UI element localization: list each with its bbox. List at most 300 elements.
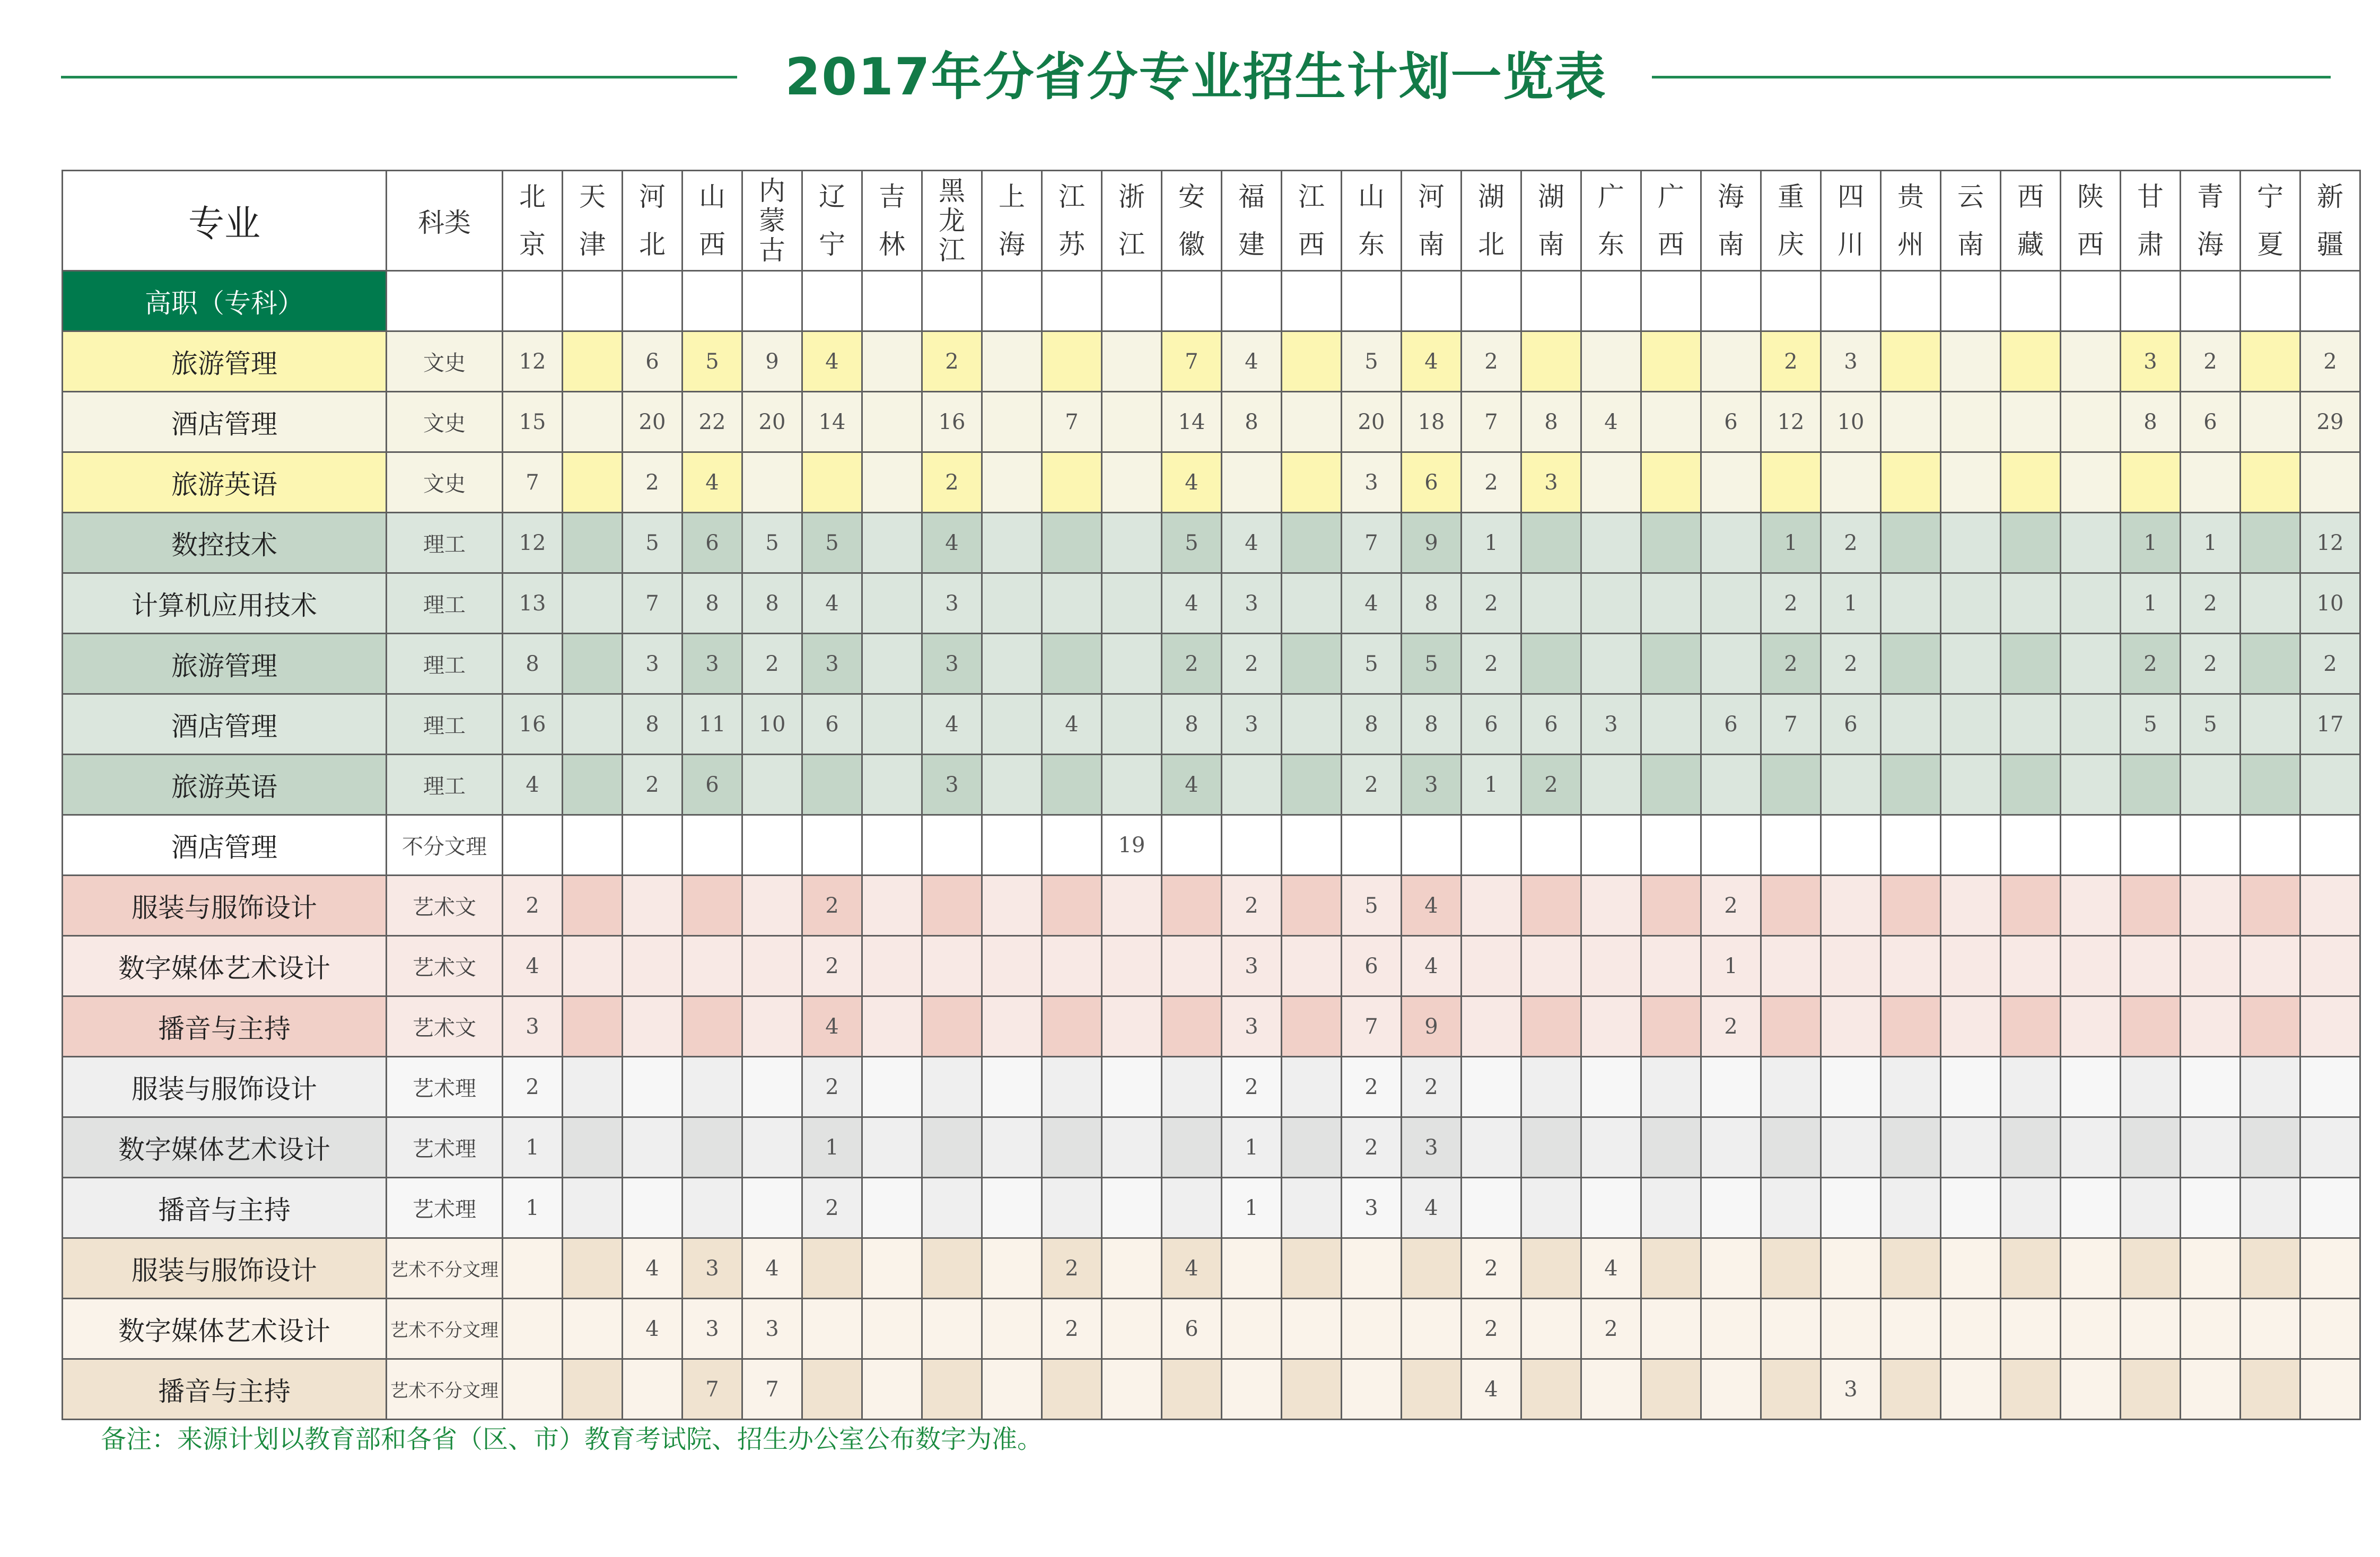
major-cell: 旅游英语 xyxy=(63,755,387,815)
header-province-char: 西 xyxy=(1298,229,1325,260)
value-cell: 4 xyxy=(682,452,742,513)
value-cell: 2 xyxy=(1222,634,1282,694)
value-cell: 1 xyxy=(503,1178,563,1238)
value-cell xyxy=(2061,815,2121,876)
value-cell xyxy=(623,1057,682,1117)
value-cell xyxy=(1402,1238,1462,1299)
value-cell xyxy=(742,1117,802,1178)
header-province-char: 南 xyxy=(1538,229,1564,260)
value-cell: 3 xyxy=(682,634,742,694)
header-province xyxy=(1821,171,1881,271)
value-cell xyxy=(2001,1359,2061,1420)
value-cell xyxy=(2061,755,2121,815)
value-cell xyxy=(922,876,982,936)
section-empty-cell xyxy=(1821,271,1881,331)
value-cell: 2 xyxy=(1342,755,1402,815)
value-cell xyxy=(2300,755,2360,815)
value-cell xyxy=(1761,936,1821,996)
section-empty-cell xyxy=(623,271,682,331)
header-province-char: 夏 xyxy=(2257,229,2283,260)
value-cell xyxy=(1521,815,1581,876)
value-cell xyxy=(1641,936,1701,996)
value-cell: 2 xyxy=(2181,331,2241,392)
value-cell xyxy=(1761,876,1821,936)
table-row xyxy=(63,513,2360,573)
table-row xyxy=(63,1238,2360,1299)
subject-cell: 理工 xyxy=(387,694,503,755)
section-empty-cell xyxy=(563,271,623,331)
value-cell xyxy=(2181,815,2241,876)
value-cell xyxy=(2121,1238,2181,1299)
value-cell: 4 xyxy=(1342,573,1402,634)
value-cell: 7 xyxy=(503,452,563,513)
value-cell xyxy=(1701,1299,1761,1359)
value-cell xyxy=(1941,815,2001,876)
value-cell xyxy=(922,936,982,996)
section-empty-cell xyxy=(1282,271,1342,331)
header-province-char: 陕 xyxy=(2077,181,2104,212)
value-cell: 2 xyxy=(1581,1299,1641,1359)
header-major: 专业 xyxy=(63,171,387,271)
value-cell xyxy=(1282,1238,1342,1299)
value-cell xyxy=(1881,1299,1941,1359)
value-cell xyxy=(1462,815,1521,876)
value-cell: 16 xyxy=(922,392,982,452)
value-cell: 3 xyxy=(682,1238,742,1299)
header-province-char: 东 xyxy=(1358,229,1385,260)
header-province-char: 福 xyxy=(1238,181,1265,212)
value-cell xyxy=(1941,1178,2001,1238)
header-province xyxy=(1941,171,2001,271)
value-cell: 5 xyxy=(2121,694,2181,755)
value-cell: 7 xyxy=(1342,513,1402,573)
value-cell xyxy=(563,513,623,573)
value-cell xyxy=(1701,573,1761,634)
value-cell xyxy=(982,1057,1042,1117)
value-cell: 16 xyxy=(503,694,563,755)
value-cell xyxy=(1821,876,1881,936)
value-cell xyxy=(2181,1299,2241,1359)
value-cell xyxy=(862,815,922,876)
value-cell xyxy=(1641,694,1701,755)
value-cell xyxy=(623,1359,682,1420)
subject-cell: 艺术理 xyxy=(387,1057,503,1117)
value-cell xyxy=(742,755,802,815)
value-cell xyxy=(2241,936,2300,996)
value-cell xyxy=(1941,936,2001,996)
value-cell xyxy=(1282,876,1342,936)
value-cell xyxy=(2241,996,2300,1057)
major-cell: 计算机应用技术 xyxy=(63,573,387,634)
value-cell: 3 xyxy=(922,573,982,634)
header-province xyxy=(982,171,1042,271)
value-cell xyxy=(862,513,922,573)
value-cell xyxy=(1521,634,1581,694)
header-province xyxy=(2121,171,2181,271)
value-cell xyxy=(1881,573,1941,634)
value-cell xyxy=(2241,634,2300,694)
section-empty-cell xyxy=(682,271,742,331)
value-cell xyxy=(2001,513,2061,573)
value-cell: 5 xyxy=(623,513,682,573)
value-cell xyxy=(1641,876,1701,936)
value-cell xyxy=(1701,1359,1761,1420)
value-cell: 7 xyxy=(1462,392,1521,452)
subject-cell: 艺术文 xyxy=(387,876,503,936)
header-province-char: 贵 xyxy=(1897,181,1924,212)
value-cell xyxy=(1462,936,1521,996)
value-cell xyxy=(2300,1299,2360,1359)
value-cell xyxy=(563,1178,623,1238)
value-cell xyxy=(2001,573,2061,634)
value-cell: 5 xyxy=(802,513,862,573)
section-empty-cell xyxy=(1701,271,1761,331)
value-cell xyxy=(1402,815,1462,876)
header-province-char: 西 xyxy=(699,229,725,260)
value-cell xyxy=(1282,1117,1342,1178)
value-cell xyxy=(1881,876,1941,936)
value-cell xyxy=(1881,996,1941,1057)
value-cell xyxy=(2061,331,2121,392)
subject-cell: 不分文理 xyxy=(387,815,503,876)
table-row xyxy=(63,1299,2360,1359)
value-cell: 4 xyxy=(802,331,862,392)
value-cell xyxy=(742,936,802,996)
value-cell xyxy=(1521,1359,1581,1420)
header-province xyxy=(563,171,623,271)
subject-cell: 理工 xyxy=(387,513,503,573)
value-cell: 5 xyxy=(2181,694,2241,755)
value-cell xyxy=(1641,634,1701,694)
value-cell xyxy=(1042,755,1102,815)
header-subject: 科类 xyxy=(387,171,503,271)
value-cell: 14 xyxy=(1162,392,1222,452)
header-province-char: 天 xyxy=(579,181,606,212)
table-row xyxy=(63,936,2360,996)
value-cell xyxy=(1701,1057,1761,1117)
value-cell: 6 xyxy=(1701,694,1761,755)
value-cell xyxy=(862,996,922,1057)
section-empty-cell xyxy=(1102,271,1162,331)
value-cell xyxy=(2300,1057,2360,1117)
value-cell xyxy=(1941,1117,2001,1178)
value-cell xyxy=(1881,755,1941,815)
value-cell: 3 xyxy=(922,634,982,694)
value-cell: 2 xyxy=(1462,1238,1521,1299)
value-cell: 12 xyxy=(1761,392,1821,452)
header-province-char: 建 xyxy=(1238,229,1265,260)
value-cell: 8 xyxy=(1402,573,1462,634)
value-cell xyxy=(862,694,922,755)
table-row xyxy=(63,634,2360,694)
major-cell: 酒店管理 xyxy=(63,694,387,755)
section-empty-cell xyxy=(2001,271,2061,331)
header-province xyxy=(1881,171,1941,271)
section-empty-cell xyxy=(1581,271,1641,331)
header-province xyxy=(862,171,922,271)
value-cell xyxy=(802,1238,862,1299)
major-cell: 播音与主持 xyxy=(63,996,387,1057)
value-cell: 2 xyxy=(503,1057,563,1117)
subject-cell: 艺术理 xyxy=(387,1117,503,1178)
value-cell xyxy=(982,694,1042,755)
header-province-char: 安 xyxy=(1178,181,1205,212)
value-cell xyxy=(1761,1057,1821,1117)
value-cell: 9 xyxy=(742,331,802,392)
value-cell xyxy=(2241,513,2300,573)
value-cell xyxy=(2181,1178,2241,1238)
value-cell xyxy=(563,452,623,513)
value-cell xyxy=(1641,1178,1701,1238)
value-cell xyxy=(1282,1299,1342,1359)
value-cell: 2 xyxy=(802,936,862,996)
value-cell: 5 xyxy=(682,331,742,392)
value-cell xyxy=(1102,936,1162,996)
value-cell: 22 xyxy=(682,392,742,452)
value-cell xyxy=(1102,694,1162,755)
section-subject-cell xyxy=(387,271,503,331)
value-cell xyxy=(1641,1117,1701,1178)
value-cell xyxy=(1102,1178,1162,1238)
value-cell xyxy=(1521,573,1581,634)
value-cell: 2 xyxy=(1761,573,1821,634)
value-cell xyxy=(1162,1178,1222,1238)
header-province xyxy=(503,171,563,271)
major-cell: 数控技术 xyxy=(63,513,387,573)
value-cell xyxy=(1581,452,1641,513)
value-cell xyxy=(1941,634,2001,694)
header-province xyxy=(2061,171,2121,271)
value-cell xyxy=(802,1299,862,1359)
value-cell: 9 xyxy=(1402,513,1462,573)
value-cell xyxy=(1102,452,1162,513)
section-empty-cell xyxy=(2241,271,2300,331)
value-cell xyxy=(1222,815,1282,876)
value-cell xyxy=(1581,634,1641,694)
value-cell xyxy=(1941,755,2001,815)
value-cell xyxy=(982,876,1042,936)
value-cell: 4 xyxy=(1402,876,1462,936)
value-cell xyxy=(1821,1057,1881,1117)
value-cell xyxy=(1102,1299,1162,1359)
value-cell xyxy=(623,876,682,936)
value-cell: 7 xyxy=(682,1359,742,1420)
value-cell xyxy=(1102,634,1162,694)
value-cell xyxy=(1042,876,1102,936)
section-empty-cell xyxy=(2061,271,2121,331)
value-cell xyxy=(1641,392,1701,452)
value-cell xyxy=(1462,1117,1521,1178)
value-cell xyxy=(742,452,802,513)
value-cell: 1 xyxy=(1821,573,1881,634)
value-cell xyxy=(2001,694,2061,755)
header-province-char: 古 xyxy=(759,235,785,266)
header-province-char: 吉 xyxy=(879,181,905,212)
value-cell xyxy=(1462,1057,1521,1117)
value-cell: 3 xyxy=(682,1299,742,1359)
value-cell xyxy=(2241,1057,2300,1117)
value-cell xyxy=(982,331,1042,392)
header-province-char: 南 xyxy=(1957,229,1984,260)
value-cell xyxy=(2001,392,2061,452)
value-cell: 20 xyxy=(742,392,802,452)
value-cell xyxy=(1701,513,1761,573)
subject-cell: 文史 xyxy=(387,392,503,452)
value-cell xyxy=(2121,1117,2181,1178)
value-cell xyxy=(1342,1359,1402,1420)
value-cell: 12 xyxy=(503,513,563,573)
value-cell: 10 xyxy=(2300,573,2360,634)
value-cell: 4 xyxy=(742,1238,802,1299)
value-cell xyxy=(2121,1299,2181,1359)
value-cell xyxy=(2241,1117,2300,1178)
value-cell: 2 xyxy=(2300,634,2360,694)
header-province-char: 江 xyxy=(1298,181,1325,212)
table-row xyxy=(63,996,2360,1057)
section-empty-cell xyxy=(1342,271,1402,331)
value-cell xyxy=(1042,1117,1102,1178)
header-province-char: 宁 xyxy=(2257,181,2283,212)
value-cell xyxy=(682,996,742,1057)
value-cell xyxy=(1521,513,1581,573)
value-cell: 4 xyxy=(1222,513,1282,573)
value-cell xyxy=(563,573,623,634)
value-cell xyxy=(503,815,563,876)
subject-cell: 艺术文 xyxy=(387,936,503,996)
value-cell xyxy=(2300,996,2360,1057)
value-cell: 3 xyxy=(1581,694,1641,755)
value-cell: 2 xyxy=(1402,1057,1462,1117)
value-cell: 7 xyxy=(1761,694,1821,755)
value-cell xyxy=(2061,1117,2121,1178)
value-cell xyxy=(742,996,802,1057)
value-cell xyxy=(1821,996,1881,1057)
value-cell xyxy=(742,815,802,876)
value-cell: 2 xyxy=(1462,1299,1521,1359)
header-province-char: 广 xyxy=(1658,181,1684,212)
value-cell xyxy=(1521,1178,1581,1238)
value-cell xyxy=(682,1178,742,1238)
value-cell xyxy=(1641,815,1701,876)
value-cell: 8 xyxy=(503,634,563,694)
value-cell xyxy=(1042,815,1102,876)
value-cell xyxy=(2001,1117,2061,1178)
value-cell: 4 xyxy=(1581,392,1641,452)
value-cell: 4 xyxy=(623,1299,682,1359)
value-cell xyxy=(922,1117,982,1178)
value-cell xyxy=(982,1178,1042,1238)
value-cell: 8 xyxy=(623,694,682,755)
value-cell: 2 xyxy=(623,452,682,513)
value-cell: 3 xyxy=(922,755,982,815)
subject-cell: 文史 xyxy=(387,331,503,392)
section-empty-cell xyxy=(1941,271,2001,331)
major-cell: 数字媒体艺术设计 xyxy=(63,1299,387,1359)
value-cell xyxy=(1821,1117,1881,1178)
value-cell xyxy=(922,1057,982,1117)
value-cell xyxy=(1222,755,1282,815)
header-province xyxy=(2300,171,2360,271)
value-cell: 1 xyxy=(1462,755,1521,815)
value-cell xyxy=(1641,452,1701,513)
section-empty-cell xyxy=(742,271,802,331)
value-cell xyxy=(1282,392,1342,452)
value-cell xyxy=(2001,815,2061,876)
header-province-char: 徽 xyxy=(1178,229,1205,260)
value-cell xyxy=(2001,1238,2061,1299)
value-cell xyxy=(1641,755,1701,815)
value-cell: 4 xyxy=(503,936,563,996)
value-cell xyxy=(2061,936,2121,996)
value-cell xyxy=(2001,936,2061,996)
table-row xyxy=(63,815,2360,876)
value-cell: 29 xyxy=(2300,392,2360,452)
value-cell xyxy=(1162,936,1222,996)
title-bar xyxy=(61,40,2331,125)
value-cell: 2 xyxy=(503,876,563,936)
value-cell: 2 xyxy=(742,634,802,694)
value-cell: 8 xyxy=(1162,694,1222,755)
value-cell xyxy=(563,1117,623,1178)
header-province-char: 江 xyxy=(1118,229,1145,260)
value-cell: 18 xyxy=(1402,392,1462,452)
value-cell: 3 xyxy=(1222,573,1282,634)
value-cell: 1 xyxy=(1761,513,1821,573)
header-province-char: 湖 xyxy=(1478,181,1504,212)
header-province-char: 江 xyxy=(1058,181,1085,212)
value-cell xyxy=(2061,1299,2121,1359)
value-cell: 6 xyxy=(682,513,742,573)
value-cell xyxy=(922,1299,982,1359)
value-cell xyxy=(982,1117,1042,1178)
value-cell: 6 xyxy=(2181,392,2241,452)
value-cell xyxy=(922,1359,982,1420)
enrollment-plan-table xyxy=(62,170,2361,1420)
value-cell xyxy=(1042,1057,1102,1117)
header-province xyxy=(1521,171,1581,271)
value-cell xyxy=(563,392,623,452)
header-province-char: 川 xyxy=(1838,229,1864,260)
major-cell: 酒店管理 xyxy=(63,392,387,452)
value-cell xyxy=(1641,331,1701,392)
value-cell xyxy=(1761,755,1821,815)
header-province xyxy=(1701,171,1761,271)
header-province xyxy=(623,171,682,271)
value-cell xyxy=(1881,936,1941,996)
value-cell xyxy=(1102,573,1162,634)
header-province-char: 北 xyxy=(639,229,666,260)
value-cell xyxy=(1641,1057,1701,1117)
value-cell xyxy=(2241,876,2300,936)
value-cell: 3 xyxy=(1821,331,1881,392)
value-cell xyxy=(1941,573,2001,634)
value-cell: 4 xyxy=(503,755,563,815)
header-province xyxy=(1282,171,1342,271)
value-cell xyxy=(1761,1299,1821,1359)
value-cell xyxy=(1102,1117,1162,1178)
value-cell xyxy=(2300,452,2360,513)
value-cell xyxy=(1222,1299,1282,1359)
header-province xyxy=(2241,171,2300,271)
value-cell xyxy=(682,1057,742,1117)
value-cell xyxy=(1402,1299,1462,1359)
value-cell xyxy=(2241,1299,2300,1359)
header-province-char: 青 xyxy=(2197,181,2224,212)
value-cell xyxy=(1162,815,1222,876)
table-row xyxy=(63,755,2360,815)
title-rule-left xyxy=(61,76,737,78)
value-cell xyxy=(802,452,862,513)
